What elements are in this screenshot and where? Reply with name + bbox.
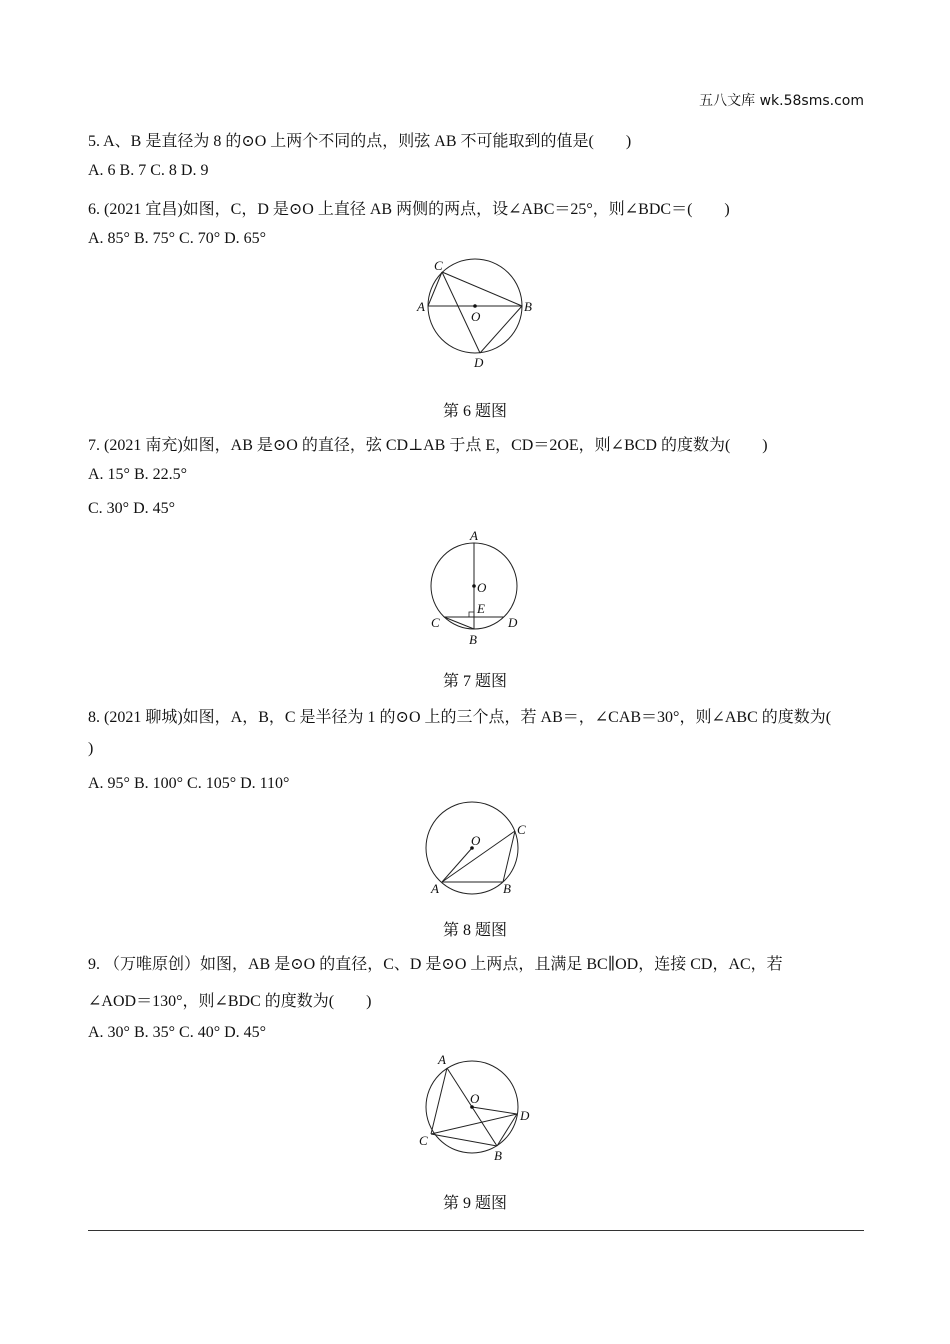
label-A: A — [431, 881, 439, 896]
label-D: D — [520, 1108, 530, 1123]
label-O: O — [477, 580, 487, 595]
question-5-stem: 5. A、B 是直径为 8 的⊙O 上两个不同的点，则弦 AB 不可能取到的值是( ) — [88, 133, 632, 150]
label-E: E — [477, 601, 485, 616]
label-C: C — [431, 615, 440, 630]
label-B: B — [524, 299, 532, 314]
label-B: B — [503, 881, 511, 896]
question-5-options: A. 6 B. 7 C. 8 D. 9 — [88, 162, 209, 179]
question-6-stem: 6. (2021 宜昌)如图，C，D 是⊙O 上直径 AB 两侧的两点，设∠ABC＝25°，则∠BDC＝( ) — [88, 201, 730, 218]
label-A: A — [470, 528, 478, 543]
label-B: B — [469, 632, 477, 647]
question-7-options-2: C. 30° D. 45° — [88, 500, 176, 517]
label-A: A — [417, 299, 425, 314]
label-B: B — [494, 1148, 502, 1163]
question-8-stem: 8. (2021 聊城)如图，A，B，C 是半径为 1 的⊙O 上的三个点，若 AB＝，∠CAB＝30°，则∠ABC 的度数为( — [88, 709, 832, 726]
label-C: C — [434, 258, 443, 273]
question-7-figure — [418, 528, 538, 650]
site-watermark: 五八文库 wk.58sms.com — [699, 93, 864, 109]
footer-divider — [88, 1230, 864, 1231]
question-9-options: A. 30° B. 35° C. 40° D. 45° — [88, 1024, 267, 1041]
question-9-stem-2: ∠AOD＝130°，则∠BDC 的度数为( ) — [88, 993, 372, 1010]
label-C: C — [517, 822, 526, 837]
label-A: A — [438, 1052, 446, 1067]
question-8-stem-end: ) — [88, 740, 94, 757]
question-8-caption: 第 8 题图 — [442, 922, 507, 939]
question-6-figure — [410, 255, 540, 375]
label-C: C — [419, 1133, 428, 1148]
question-7-options-1: A. 15° B. 22.5° — [88, 466, 188, 483]
label-O: O — [471, 833, 481, 848]
question-7-stem: 7. (2021 南充)如图，AB 是⊙O 的直径，弦 CD⊥AB 于点 E，CD＝2OE，则∠BCD 的度数为( ) — [88, 437, 768, 454]
question-9-figure — [414, 1050, 544, 1165]
label-D: D — [474, 355, 484, 370]
question-6-options: A. 85° B. 75° C. 70° D. 65° — [88, 230, 267, 247]
label-D: D — [508, 615, 518, 630]
question-6-caption: 第 6 题图 — [442, 403, 507, 420]
question-8-options: A. 95° B. 100° C. 105° D. 110° — [88, 775, 290, 792]
label-O: O — [471, 309, 481, 324]
question-8-figure — [420, 800, 540, 900]
question-9-caption: 第 9 题图 — [442, 1195, 507, 1212]
label-O: O — [470, 1091, 480, 1106]
question-9-stem: 9. （万唯原创）如图，AB 是⊙O 的直径，C、D 是⊙O 上两点，且满足 BC∥OD，连接 CD，AC，若 — [88, 956, 783, 973]
question-7-caption: 第 7 题图 — [442, 673, 507, 690]
